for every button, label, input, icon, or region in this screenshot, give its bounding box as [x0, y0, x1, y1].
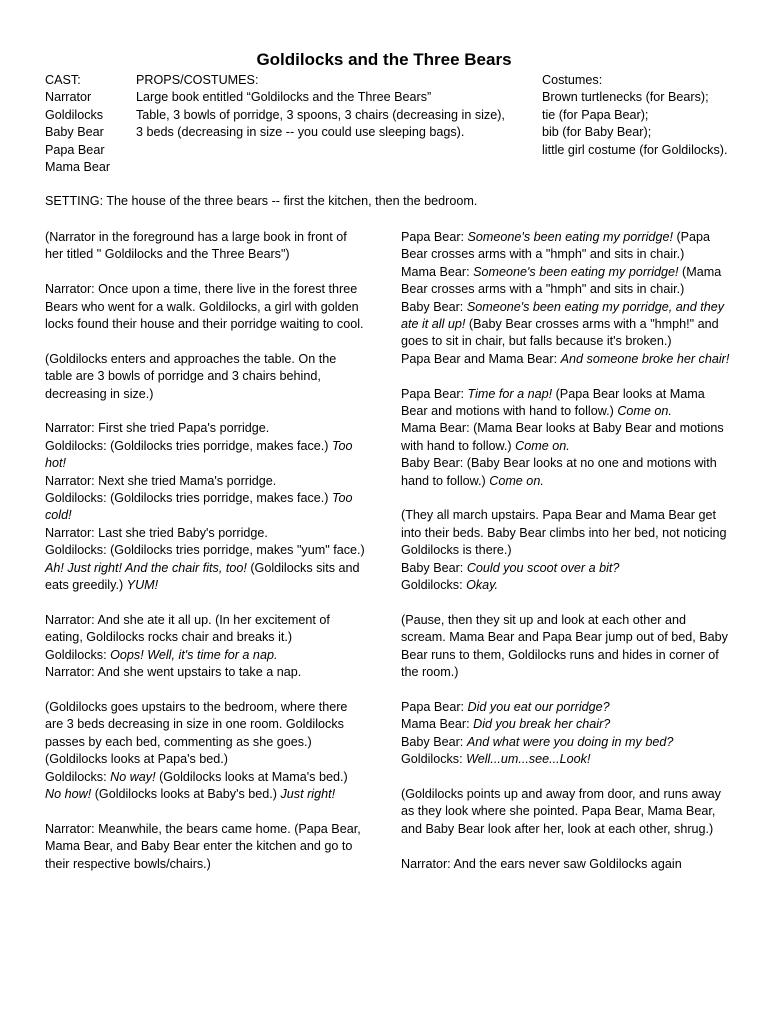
script-line: [401, 299, 733, 351]
script-line: [401, 577, 733, 594]
script-text: Goldilocks: (Goldilocks tries porridge, makes face.): [45, 438, 332, 453]
script-line: [401, 699, 733, 716]
dialogue-text: Well...um...see...Look!: [466, 752, 591, 767]
script-line: [401, 786, 733, 838]
costumes-heading: Costumes:: [542, 73, 603, 87]
script-line: [45, 281, 367, 333]
cast-list: [45, 72, 133, 176]
script-line: [401, 856, 733, 873]
script-text: Narrator: Last she tried Baby's porridge.: [45, 525, 268, 540]
script-line: [401, 507, 733, 559]
dialogue-text: Come on.: [489, 473, 544, 488]
script-line: [401, 229, 733, 264]
script-text: (Baby Bear crosses arms with a "hmph!" and goes to sit in chair, but falls because it's broken.): [401, 317, 719, 349]
script-text: (Goldilocks enters and approaches the table. On the table are 3 bowls of porridge and 3 chairs behind, decreasing in size.): [45, 351, 337, 401]
script-line: [45, 751, 367, 768]
script-text: Baby Bear:: [401, 734, 467, 749]
script-line: [45, 769, 367, 804]
costume-line: tie (for Papa Bear);: [542, 107, 649, 122]
script-line: [45, 490, 367, 525]
script-text: Goldilocks:: [45, 647, 111, 662]
script-text: Goldilocks: (Goldilocks tries porridge, makes "yum" face.): [45, 543, 365, 558]
script-text: Goldilocks: (Goldilocks tries porridge, makes face.): [45, 491, 332, 506]
props-line: Table, 3 bowls of porridge, 3 spoons, 3 chairs (decreasing in size),: [136, 107, 505, 122]
dialogue-text: Time for a nap!: [467, 386, 553, 401]
script-paragraph: [45, 281, 367, 333]
script-line: [45, 473, 367, 490]
dialogue-text: Okay.: [466, 578, 499, 593]
script-text: Narrator: And the ears never saw Goldilocks again: [401, 856, 682, 871]
dialogue-text: And someone broke her chair!: [560, 351, 730, 366]
script-paragraph: [45, 229, 367, 264]
dialogue-text: Come on.: [515, 438, 570, 453]
script-left-column: [45, 229, 367, 890]
script-text: Mama Bear:: [401, 717, 474, 732]
dialogue-text: Ah! Just right! And the chair fits, too!: [45, 560, 247, 575]
dialogue-text: Could you scoot over a bit?: [466, 560, 620, 575]
dialogue-text: Come on.: [617, 404, 672, 419]
dialogue-text: Oops! Well, it's time for a nap.: [110, 647, 278, 662]
script-line: [45, 647, 367, 664]
script-right-column: [401, 229, 733, 890]
script-text: (Goldilocks looks at Baby's bed.): [91, 786, 281, 801]
script-paragraph: [45, 612, 367, 682]
script-text: Mama Bear: (Mama Bear looks at Baby Bear and motions with hand to follow.): [401, 421, 724, 453]
dialogue-text: And what were you doing in my bed?: [466, 734, 674, 749]
script-text: Papa Bear:: [401, 386, 468, 401]
script-paragraph: [401, 856, 733, 873]
script-text: (They all march upstairs. Papa Bear and Mama Bear get into their beds. Baby Bear climbs into her bed, not noticing Goldilocks is there.): [401, 508, 727, 558]
dialogue-text: Did you eat our porridge?: [467, 699, 610, 714]
cast-heading: CAST:: [45, 73, 81, 87]
cast-member: Papa Bear: [45, 142, 105, 157]
script-line: [45, 612, 367, 647]
script-line: [45, 542, 367, 594]
script-text: (Papa Bear crosses arms with a "hmph" and sits in chair.): [401, 230, 711, 262]
dialogue-text: YUM!: [126, 578, 159, 593]
script-text: (Goldilocks points up and away from door, and runs away as they look where she pointed. Papa Bear, Mama Bear, and Baby Bear look after her, look at each other, shrug.): [401, 786, 721, 836]
script-paragraph: [45, 420, 367, 594]
dialogue-text: Just right!: [280, 786, 336, 801]
dialogue-text: Too hot!: [45, 438, 353, 471]
script-text: Narrator: Meanwhile, the bears came home. (Papa Bear, Mama Bear, and Baby Bear enter the kitchen and go to their respective bowls/chairs.): [45, 821, 361, 871]
script-text: (Goldilocks looks at Mama's bed.): [155, 769, 348, 784]
script-line: [45, 664, 367, 681]
script-text: Papa Bear:: [401, 230, 468, 244]
props-heading: PROPS/COSTUMES:: [136, 73, 259, 87]
script-line: [401, 264, 733, 299]
props-list: [136, 72, 531, 142]
costume-line: Brown turtlenecks (for Bears);: [542, 90, 709, 105]
dialogue-text: Too cold!: [45, 491, 353, 523]
script-text: (Papa Bear looks at Mama Bear and motions with hand to follow.): [401, 386, 705, 419]
cast-member: Mama Bear: [45, 160, 111, 175]
script-line: [45, 438, 367, 473]
page-title: Goldilocks and the Three Bears: [256, 50, 512, 69]
script-line: [401, 612, 733, 682]
dialogue-text: Someone's been eating my porridge, and they ate it all up!: [401, 299, 725, 332]
script-paragraph: [401, 612, 733, 682]
script-line: [401, 455, 733, 490]
props-line: Large book entitled “Goldilocks and the Three Bears”: [136, 90, 432, 105]
script-line: [45, 420, 367, 437]
script-line: [45, 229, 367, 264]
cast-member: Baby Bear: [45, 125, 104, 140]
script-line: [401, 386, 733, 421]
script-line: [401, 420, 733, 455]
cast-member: Goldilocks: [45, 107, 104, 122]
script-text: Baby Bear:: [401, 299, 467, 314]
script-line: [45, 699, 367, 751]
script-text: Goldilocks:: [401, 578, 467, 593]
dialogue-text: No way!: [110, 769, 156, 784]
script-text: Goldilocks:: [401, 752, 467, 767]
script-paragraph: [401, 507, 733, 594]
costume-line: bib (for Baby Bear);: [542, 125, 652, 140]
script-text: Baby Bear: (Baby Bear looks at no one and motions with hand to follow.): [401, 456, 717, 488]
script-text: Narrator: And she went upstairs to take a nap.: [45, 665, 302, 680]
script-text: (Mama Bear crosses arms with a "hmph" and sits in chair.): [401, 264, 722, 297]
script-text: Papa Bear:: [401, 699, 468, 714]
dialogue-text: No how!: [45, 786, 92, 801]
script-text: Narrator: Next she tried Mama's porridge.: [45, 473, 277, 488]
script-line: [45, 525, 367, 542]
script-text: (Narrator in the foreground has a large book in front of her titled " Goldilocks and the Three Bears"): [45, 230, 347, 262]
script-line: [401, 560, 733, 577]
script-paragraph: [401, 386, 733, 490]
script-text: (Pause, then they sit up and look at each other and scream. Mama Bear and Papa Bear jump out of bed, Baby Bear runs to them, Goldilocks runs and hides in corner of the room.): [401, 612, 728, 680]
dialogue-text: Someone's been eating my porridge!: [467, 230, 673, 244]
script-line: [401, 751, 733, 768]
dialogue-text: Did you break her chair?: [473, 717, 611, 732]
script-paragraph: [45, 351, 367, 403]
script-paragraph: [45, 699, 367, 803]
script-text: (Goldilocks goes upstairs to the bedroom, where there are 3 beds decreasing in size in one room. Goldilocks passes by each bed, commenting as she goes.): [45, 699, 348, 749]
script-text: Papa Bear and Mama Bear:: [401, 351, 561, 366]
script-paragraph: [401, 699, 733, 769]
script-line: [45, 351, 367, 403]
costumes-list: [542, 72, 766, 159]
script-paragraph: [45, 821, 367, 873]
script-text: Narrator: Once upon a time, there live in the forest three Bears who went for a walk. Goldilocks, a girl with golden locks found their house and their porridge waiting to cool.: [45, 282, 364, 332]
script-text: Narrator: And she ate it all up. (In her excitement of eating, Goldilocks rocks chair and breaks it.): [45, 612, 330, 645]
script-paragraph: [401, 786, 733, 838]
props-line: 3 beds (decreasing in size -- you could use sleeping bags).: [136, 125, 465, 140]
dialogue-text: Someone's been eating my porridge!: [473, 264, 679, 279]
costume-line: little girl costume (for Goldilocks).: [542, 142, 728, 157]
script-line: [401, 716, 733, 733]
script-text: Baby Bear:: [401, 560, 467, 575]
script-line: [401, 351, 733, 368]
setting-line: SETTING: The house of the three bears -- first the kitchen, then the bedroom.: [45, 194, 478, 208]
script-text: (Goldilocks sits and eats greedily.): [45, 560, 360, 593]
script-text: Goldilocks:: [45, 769, 111, 784]
script-line: [401, 734, 733, 751]
script-paragraph: [401, 229, 733, 368]
cast-member: Narrator: [45, 90, 92, 105]
script-text: Narrator: First she tried Papa's porridge.: [45, 421, 270, 436]
script-text: (Goldilocks looks at Papa's bed.): [45, 752, 229, 767]
script-text: Mama Bear:: [401, 264, 474, 279]
script-line: [45, 821, 367, 873]
